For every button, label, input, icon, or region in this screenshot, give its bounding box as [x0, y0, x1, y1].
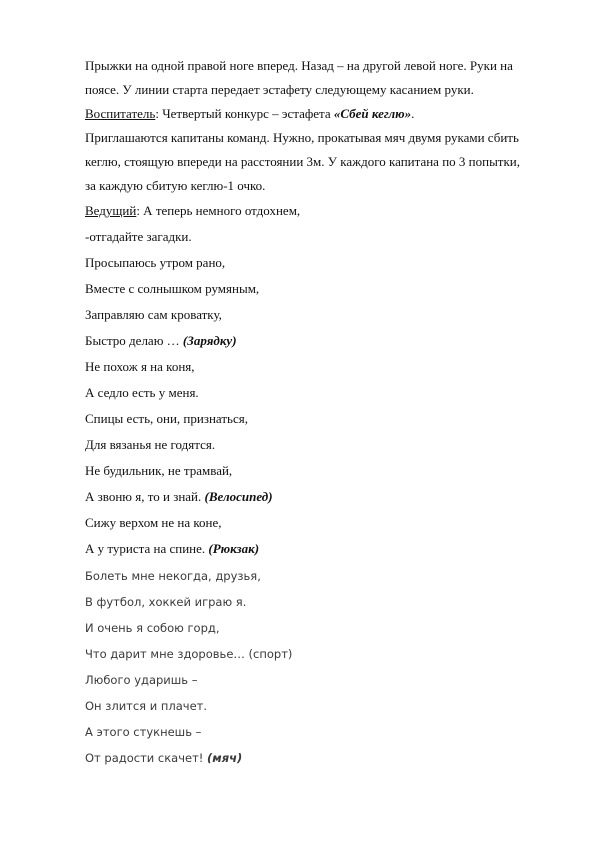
text-line: От радости скачет! (мяч) [85, 751, 243, 765]
text-line: Для вязанья не годятся. [85, 437, 216, 452]
text-line: В футбол, хоккей играю я. [85, 595, 247, 609]
text-line: Просыпаюсь утром рано, [85, 255, 226, 270]
speaker-label: Воспитатель [85, 106, 156, 121]
text-line: А звоню я, то и знай. (Велосипед) [85, 489, 273, 504]
text-line: Не будильник, не трамвай, [85, 463, 233, 478]
text-line: Он злится и плачет. [85, 699, 208, 713]
text-line: -отгадайте загадки. [85, 229, 192, 244]
text-line: Не похож я на коня, [85, 359, 195, 374]
text-line: Прыжки на одной правой ноге вперед. Назад – на другой левой ноге. Руки на [85, 58, 513, 73]
text-line: Что дарит мне здоровье… (спорт) [85, 647, 293, 661]
text-line: Сижу верхом не на коне, [85, 515, 222, 530]
text-line: А седло есть у меня. [85, 385, 199, 400]
text-line: И очень я собою горд, [85, 621, 220, 635]
emphasis: (мяч) [207, 751, 243, 765]
text-line: поясе. У линии старта передает эстафету следующему касанием руки. [85, 82, 474, 97]
speaker-label: Ведущий [85, 203, 137, 218]
text-line: Ведущий: А теперь немного отдохнем, [85, 203, 301, 218]
emphasis: (Зарядку) [182, 333, 237, 348]
text-line: Спицы есть, они, признаться, [85, 411, 248, 426]
text-line: А у туриста на спине. (Рюкзак) [85, 541, 260, 556]
text-line: А этого стукнешь – [85, 725, 202, 739]
text-line: Вместе с солнышком румяным, [85, 281, 260, 296]
text-line: кеглю, стоящую впереди на расстоянии 3м. У каждого капитана по 3 попытки, [85, 154, 521, 169]
emphasis: (Велосипед) [204, 489, 273, 504]
text-line: Заправляю сам кроватку, [85, 307, 222, 322]
text-line: Болеть мне некогда, друзья, [85, 569, 261, 583]
text-line: Любого ударишь – [85, 673, 198, 687]
text-line: Быстро делаю … (Зарядку) [85, 333, 237, 348]
text-line: Воспитатель: Четвертый конкурс – эстафета «Сбей кеглю». [85, 106, 415, 121]
text-line: Приглашаются капитаны команд. Нужно, прокатывая мяч двумя руками сбить [85, 130, 519, 145]
text-line: за каждую сбитую кеглю-1 очко. [85, 178, 266, 193]
emphasis: (Рюкзак) [208, 541, 260, 556]
emphasis: «Сбей кеглю» [333, 106, 412, 121]
